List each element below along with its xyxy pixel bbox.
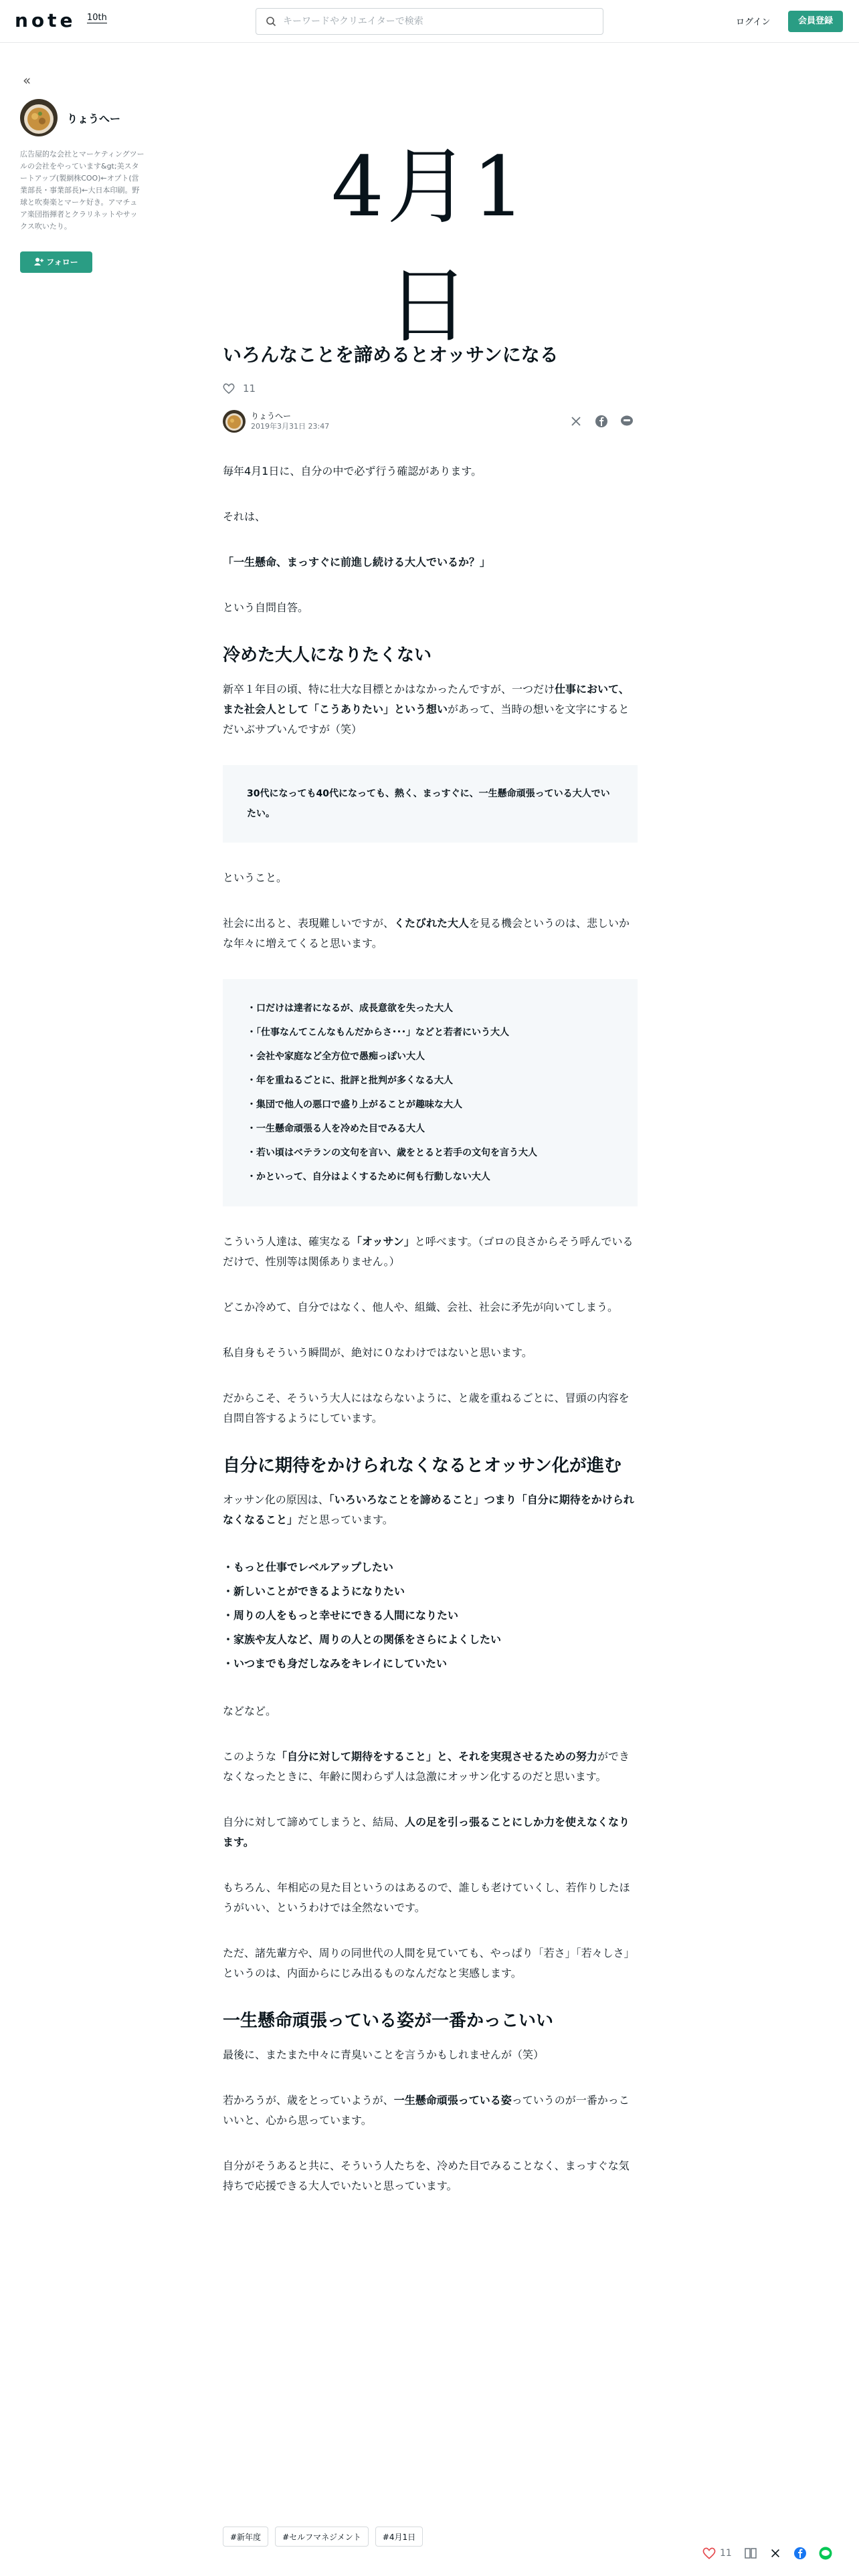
list-item: ・いつまでも身だしなみをキレイにしていたい xyxy=(223,1657,448,1670)
article-action-bar xyxy=(702,2547,832,2560)
list-item: ・集団で他人の悪口で盛り上がることが趣味な大人 xyxy=(247,1099,462,1110)
creator-avatar[interactable] xyxy=(20,99,58,136)
list-item: ・家族や友人など、周りの人との関係をさらによくしたい xyxy=(223,1633,502,1646)
x-share-icon[interactable] xyxy=(769,2547,781,2559)
paragraph: 新卒１年目の頃、特に壮大な目標とかはなかったんですが、一つだけ仕事において、また社会人として「こうありたい」という想いがあって、当時の想いを文字にするとだいぶサブいんですが（笑） xyxy=(223,683,630,736)
list-item: ・一生懸命頑張る人を冷めた目でみる大人 xyxy=(247,1123,425,1134)
list-item: ・周りの人をもっと幸せにできる人間になりたい xyxy=(223,1609,459,1622)
list-item: ・かといって、自分はよくするために何も行動しない大人 xyxy=(247,1172,490,1182)
search-input[interactable] xyxy=(283,9,597,34)
footer-like-count: 11 xyxy=(720,2548,732,2559)
creator-bio: 広告屋的な会社とマーケティングツールの会社をやっています&gt;美スタートアップ(製網株COO)←オプト(営業部長・事業部長)←大日本印刷。野球と吹奏楽とマーケ好き。アマチュア楽団指揮者とクラリネットやサックス吹いたり。 xyxy=(20,150,145,231)
paragraph-bold: 「一生懸命、まっすぐに前進し続ける大人でいるか？」 xyxy=(223,556,491,568)
section-heading: 一生懸命頑張っている姿が一番かっこいい xyxy=(223,2011,554,2031)
paragraph: などなど。 xyxy=(223,1705,277,1717)
quote-box: 30代になっても40代になっても、熱く、まっすぐに、一生懸命頑張っている大人でいたい。 xyxy=(223,765,638,843)
paragraph: 自分がそうあると共に、そういう人たちを、冷めた目でみることなく、まっすぐな気持ちで応援できる大人でいたいと思っています。 xyxy=(223,2159,630,2192)
hashtag[interactable]: #新年度 xyxy=(223,2527,268,2547)
paragraph: それは、 xyxy=(223,510,266,523)
paragraph: という自問自答。 xyxy=(223,601,309,614)
heart-icon[interactable] xyxy=(702,2547,716,2559)
line-share-icon[interactable] xyxy=(620,415,634,428)
list-item: ・「仕事なんてこんなもんだからさ･･･」などと若者にいう大人 xyxy=(247,1027,509,1038)
anniversary-badge: 10th xyxy=(87,13,107,23)
login-link[interactable]: ログイン xyxy=(736,17,771,27)
paragraph: 最後に、またまた中々に青臭いことを言うかもしれませんが（笑） xyxy=(223,2048,545,2061)
line-share-icon[interactable] xyxy=(819,2547,832,2560)
paragraph: もちろん、年相応の見た目というのはあるので、誰しも老けていくし、若作りしたほうがいい、というわけでは全然ないです。 xyxy=(223,1881,630,1914)
paragraph: だからこそ、そういう大人にはならないように、と歳を重ねるごとに、冒頭の内容を自問自答するようにしています。 xyxy=(223,1392,630,1424)
hashtag[interactable]: #4月1日 xyxy=(375,2527,423,2547)
paragraph: こういう人達は、確実なる「オッサン」と呼べます。（ゴロの良さからそう呼んでいるだけで、性別等は関係ありません。） xyxy=(223,1235,634,1268)
hashtag-list xyxy=(223,2527,423,2547)
creator-name[interactable]: りょうへー xyxy=(67,112,121,125)
author-row xyxy=(223,408,638,435)
section-heading: 自分に期待をかけられなくなるとオッサン化が進む xyxy=(223,1456,622,1476)
heart-icon[interactable] xyxy=(223,383,235,394)
like-row xyxy=(223,383,638,395)
footer-like[interactable] xyxy=(702,2547,732,2559)
bullet-list xyxy=(223,1555,638,1676)
paragraph: 自分に対して諦めてしまうと、結局、人の足を引っ張ることにしか力を使えなくなります。 xyxy=(223,1816,630,1848)
follow-button[interactable] xyxy=(20,251,92,273)
list-item: ・年を重ねるごとに、批評と批判が多くなる大人 xyxy=(247,1075,453,1086)
note-logo[interactable]: note xyxy=(15,9,76,31)
paragraph: 毎年4月1日に、自分の中で必ず行う確認があります。 xyxy=(223,465,482,477)
bullet-box xyxy=(223,979,638,1206)
share-buttons xyxy=(569,415,634,428)
like-count: 11 xyxy=(243,383,256,395)
hashtag[interactable]: #セルフマネジメント xyxy=(275,2527,369,2547)
author-meta xyxy=(251,411,329,432)
follow-user-icon xyxy=(34,257,43,265)
follow-label: フォロー xyxy=(46,257,78,267)
paragraph: このような「自分に対して期待をすること」と、それを実現させるための努力ができなくなったときに、年齢に関わらず人は急激にオッサン化するのだと思います。 xyxy=(223,1750,630,1783)
signup-button[interactable]: 会員登録 xyxy=(788,11,843,32)
magazine-add-icon[interactable] xyxy=(744,2547,757,2560)
list-item: ・若い頃はベテランの文句を言い、歳をとると若手の文句を言う大人 xyxy=(247,1148,537,1158)
paragraph: 私自身もそういう瞬間が、絶対に０なわけではないと思います。 xyxy=(223,1346,533,1359)
publish-date: 2019年3月31日 23:47 xyxy=(251,422,330,431)
author-avatar[interactable] xyxy=(223,410,246,433)
list-item: ・会社や家庭など全方位で愚痴っぽい大人 xyxy=(247,1051,425,1062)
paragraph: どこか冷めて、自分ではなく、他人や、組織、会社、社会に矛先が向いてしまう。 xyxy=(223,1301,619,1313)
paragraph: 若かろうが、歳をとっていようが、一生懸命頑張っている姿っていうのが一番かっこいいと、心から思っています。 xyxy=(223,2094,630,2127)
search-icon xyxy=(266,16,276,27)
author-name[interactable]: りょうへー xyxy=(251,411,292,421)
facebook-share-icon[interactable] xyxy=(595,415,608,428)
facebook-share-icon[interactable] xyxy=(793,2547,807,2560)
eyecatch-image-text: 4月1日 xyxy=(331,139,528,354)
paragraph: ただ、諸先輩方や、周りの同世代の人間を見ていても、やっぱり「若さ」「若々しさ」というのは、内面からにじみ出るものなんだなと実感します。 xyxy=(223,1947,635,1979)
article xyxy=(223,341,638,2222)
search-box[interactable] xyxy=(256,8,603,35)
section-heading: 冷めた大人になりたくない xyxy=(223,645,432,665)
list-item: ・もっと仕事でレベルアップしたい xyxy=(223,1561,393,1574)
global-header xyxy=(0,0,859,43)
paragraph: オッサン化の原因は、「いろいろなことを諦めること」つまり「自分に期待をかけられなくなること」だと思っています。 xyxy=(223,1493,634,1526)
x-share-icon[interactable] xyxy=(569,415,583,428)
paragraph: 社会に出ると、表現難しいですが、くたびれた大人を見る機会というのは、悲しいかな年々に増えてくると思います。 xyxy=(223,917,630,950)
paragraph: ということ。 xyxy=(223,871,288,884)
article-title: いろんなことを諦めるとオッサンになる xyxy=(223,344,559,366)
collapse-sidebar-icon[interactable]: « xyxy=(23,72,31,88)
list-item: ・口だけは達者になるが、成長意欲を失った大人 xyxy=(247,1003,453,1014)
list-item: ・新しいことができるようになりたい xyxy=(223,1585,405,1598)
